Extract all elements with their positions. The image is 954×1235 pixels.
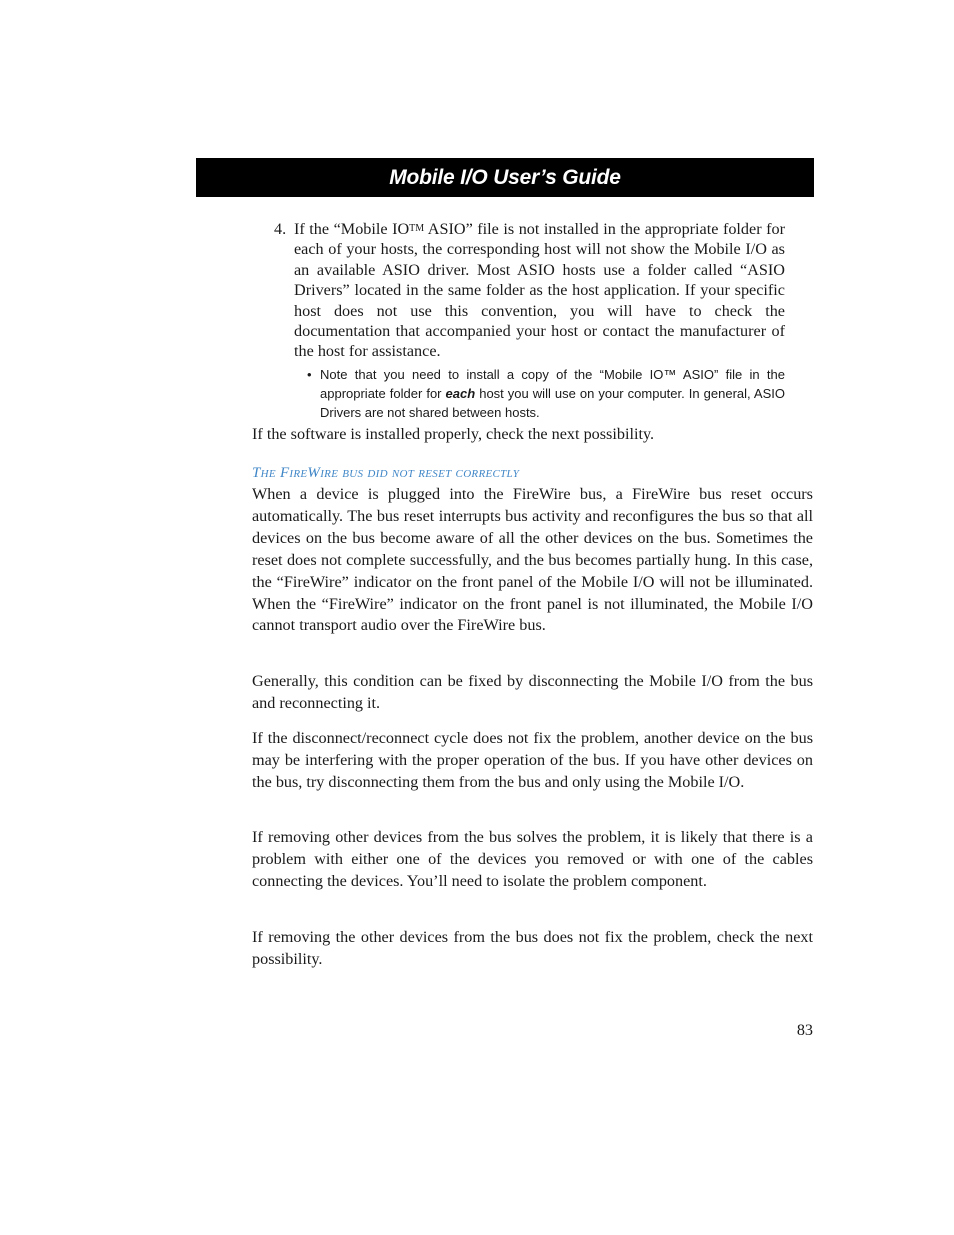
note-emphasis: each: [445, 386, 476, 401]
trademark-mark: TM: [409, 223, 425, 234]
header-title: Mobile I/O User’s Guide: [389, 165, 621, 189]
note-text-end: host you will use on your computer. In general, ASIO Drivers are not shared between hosts.: [320, 386, 785, 420]
paragraph-isolate: If removing other devices from the bus solves the problem, it is likely that there is a problem with either one of the devices you removed or with one of the cables connecting the devices. You’ll need to isolate the problem component.: [252, 828, 813, 890]
paragraph-interference: If the disconnect/reconnect cycle does not fix the problem, another device on the bus may be interfering with the proper operation of the bus. If you have other devices on the bus, try disconnecting them from the bus and only using the Mobile I/O.: [252, 729, 813, 791]
step-item: [274, 219, 785, 362]
step-text-end: ASIO” file is not installed in the appropriate folder for each of your hosts, the corresponding host will not show the Mobile I/O as an available ASIO driver. Most ASIO hosts use a folder called “ASIO Drivers” located in the same folder as the host application. If your specific host does not use this convention, you will have to check the documentation that accompanied your host or contact the manufacturer of the host for assistance.: [294, 220, 785, 361]
note-body: [320, 365, 785, 422]
step-body: [294, 219, 785, 362]
header-bar: [196, 158, 814, 197]
bullet-icon: •: [307, 367, 312, 382]
paragraph-next-possibility: If removing the other devices from the bus does not fix the problem, check the next possibility.: [252, 928, 813, 968]
note-text-start: Note that you need to install a copy of the “Mobile IO™ ASIO” file in the appropriate folder for: [320, 367, 785, 401]
page-number: 83: [796, 1021, 813, 1039]
note-item: [307, 365, 785, 422]
step-text-start: If the “Mobile IO: [294, 220, 410, 238]
paragraph-fix-disconnect: Generally, this condition can be fixed by disconnecting the Mobile I/O from the bus and reconnecting it.: [252, 672, 813, 712]
step-number: 4.: [274, 220, 287, 238]
paragraph-bus-reset: When a device is plugged into the FireWire bus, a FireWire bus reset occurs automatically. The bus reset interrupts bus activity and reconfigures the bus so that all devices on the bus become aware of all the other devices on the bus. Sometimes the reset does not complete successfully, and the bus becomes partially hung. In this case, the “FireWire” indicator on the front panel of the Mobile I/O will not be illuminated. When the “FireWire” indicator on the front panel is not illuminated, the Mobile I/O cannot transport audio over the FireWire bus.: [252, 485, 813, 635]
software-installed-paragraph: If the software is installed properly, check the next possibility.: [252, 425, 655, 443]
section-heading: The FireWire bus did not reset correctly: [252, 465, 520, 481]
